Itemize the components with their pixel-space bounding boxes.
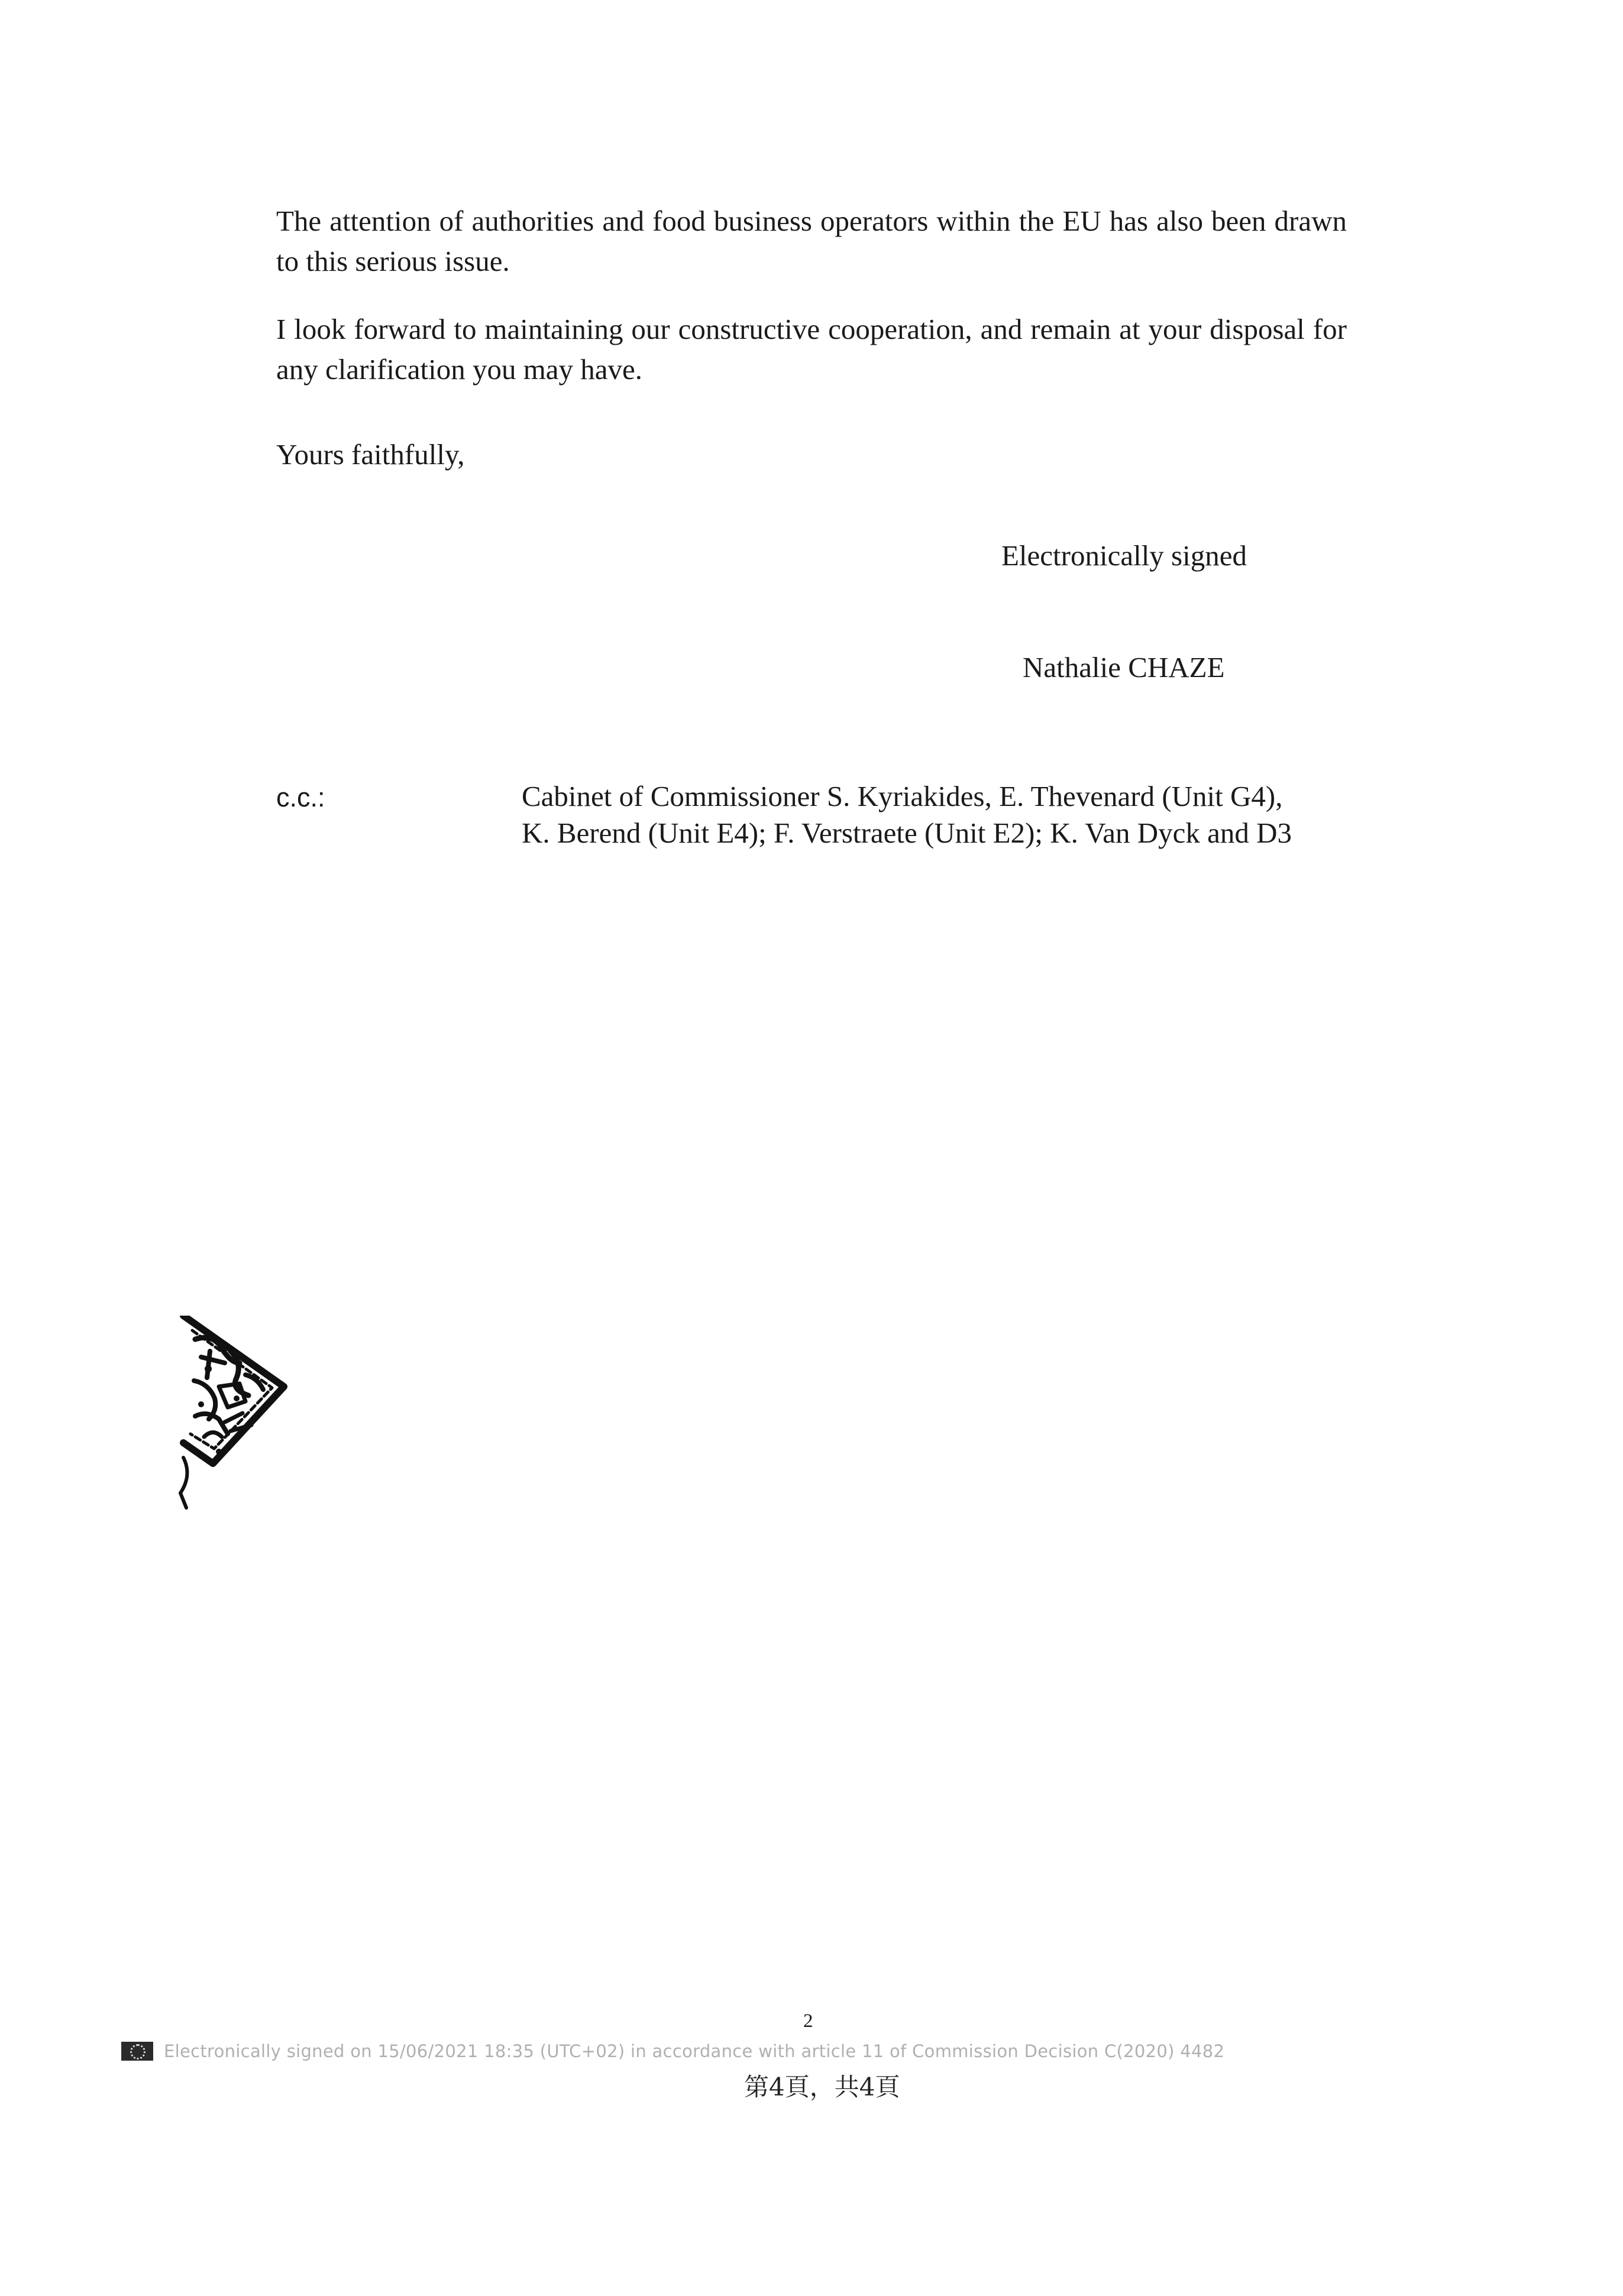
signatory-name: Nathalie CHAZE bbox=[1023, 651, 1225, 684]
cc-line-1: Cabinet of Commissioner S. Kyriakides, E. Thevenard (Unit G4), bbox=[522, 780, 1283, 812]
esign-footer bbox=[121, 2038, 1224, 2064]
letter-paragraph-1: The attention of authorities and food business operators within the EU has also been drawn to this serious issue. bbox=[276, 205, 1347, 277]
cc-list bbox=[522, 778, 1292, 851]
page-counter: 第4頁，共4頁 bbox=[744, 2072, 900, 2101]
letter-closing: Yours faithfully, bbox=[276, 438, 465, 471]
letter-paragraph-2: I look forward to maintaining our constructive cooperation, and remain at your disposal for any clarification you may have. bbox=[276, 313, 1347, 386]
signature-note: Electronically signed bbox=[1001, 539, 1247, 572]
page-number: 2 bbox=[803, 2010, 813, 2032]
eu-flag-icon bbox=[121, 2042, 153, 2061]
cc-line-2: K. Berend (Unit E4); F. Verstraete (Unit E2); K. Van Dyck and D3 bbox=[522, 817, 1292, 849]
seal-stamp-icon bbox=[177, 1316, 296, 1511]
esign-statement: Electronically signed on 15/06/2021 18:35 (UTC+02) in accordance with article 11 of Commission Decision C(2020) 4482 bbox=[164, 2041, 1225, 2061]
cc-label: c.c.: bbox=[276, 782, 325, 812]
